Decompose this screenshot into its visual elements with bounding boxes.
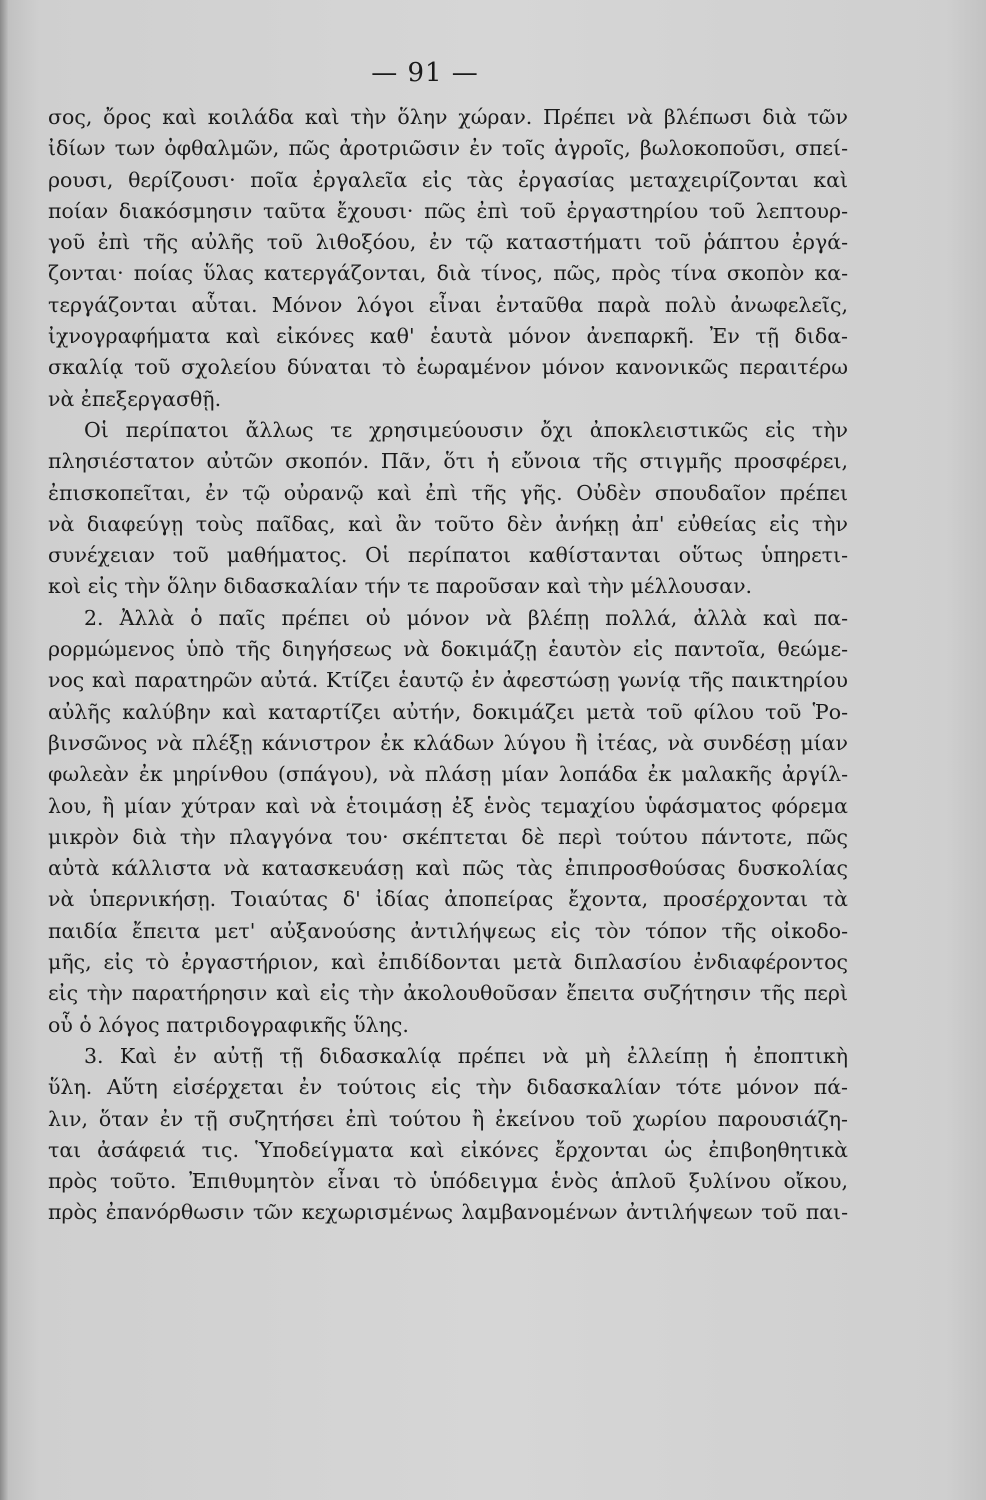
text-line: παιδία ἔπειτα μετ' αὐξανούσης ἀντιλήψεως εἰς τὸν τόπον τῆς οἰκοδο- xyxy=(48,918,848,943)
text-line: σος, ὄρος καὶ κοιλάδα καὶ τὴν ὅλην χώραν. Πρέπει νὰ βλέπωσι διὰ τῶν xyxy=(48,105,848,129)
text-line: ἐπισκοπεῖται, ἐν τῷ οὐρανῷ καὶ ἐπὶ τῆς γῆς. Οὐδὲν σπουδαῖον πρέπει xyxy=(48,480,848,505)
text-line: ποίαν διακόσμησιν ταῦτα ἔχουσι· πῶς ἐπὶ τοῦ ἐργαστηρίου τοῦ λεπτουρ- xyxy=(48,198,848,223)
text-line: ὕλη. Αὕτη εἰσέρχεται ἐν τούτοις εἰς τὴν διδασκαλίαν τότε μόνον πά- xyxy=(48,1075,848,1100)
text-line: νος καὶ παρατηρῶν αὐτά. Κτίζει ἑαυτῷ ἐν ἀφεστώσῃ γωνίᾳ τῆς παικτηρίου xyxy=(48,668,848,693)
text-line: φωλεὰν ἐκ μηρίνθου (σπάγου), νὰ πλάσῃ μίαν λοπάδα ἐκ μαλακῆς ἀργίλ- xyxy=(48,762,848,787)
text-line: 2. Ἀλλὰ ὁ παῖς πρέπει οὐ μόνον νὰ βλέπῃ πολλά, ἀλλὰ καὶ πα- xyxy=(84,605,848,630)
text-line: πρὸς τοῦτο. Ἐπιθυμητὸν εἶναι τὸ ὑπόδειγμα ἑνὸς ἁπλοῦ ξυλίνου οἴκου, xyxy=(48,1169,848,1194)
text-line: Οἱ περίπατοι ἄλλως τε χρησιμεύουσιν ὄχι ἀποκλειστικῶς εἰς τὴν xyxy=(84,417,848,442)
text-line: αὐτὰ κάλλιστα νὰ κατασκευάσῃ καὶ πῶς τὰς ἐπιπροσθούσας δυσκολίας xyxy=(48,856,848,881)
text-line: βινσῶνος νὰ πλέξῃ κάνιστρον ἐκ κλάδων λύγου ἢ ἰτέας, νὰ συνδέσῃ μίαν xyxy=(48,730,848,755)
text-line: οὗ ὁ λόγος πατριδογραφικῆς ὕλης. xyxy=(48,1012,409,1037)
page-binding-edge xyxy=(0,0,8,1500)
page-number: — 91 — xyxy=(371,58,479,88)
text-line: νὰ ὑπερνικήσῃ. Τοιαύτας δ' ἰδίας ἀποπείρας ἔχοντα, προσέρχονται τὰ xyxy=(48,887,848,912)
text-line: πρὸς ἐπανόρθωσιν τῶν κεχωρισμένως λαμβανομένων ἀντιλήψεων τοῦ παι- xyxy=(48,1200,848,1225)
text-line: 3. Καὶ ἐν αὐτῇ τῇ διδασκαλίᾳ πρέπει νὰ μὴ ἐλλείπῃ ἡ ἐποπτικὴ xyxy=(84,1043,848,1068)
text-line: ζονται· ποίας ὕλας κατεργάζονται, διὰ τίνος, πῶς, πρὸς τίνα σκοπὸν κα- xyxy=(48,261,848,286)
text-line: μῆς, εἰς τὸ ἐργαστήριον, καὶ ἐπιδίδονται μετὰ διπλασίου ἐνδιαφέροντος xyxy=(48,950,848,975)
text-line: ται ἀσάφειά τις. Ὑποδείγματα καὶ εἰκόνες ἔρχονται ὡς ἐπιβοηθητικὰ xyxy=(48,1137,848,1162)
text-line: μικρὸν διὰ τὴν πλαγγόνα του· σκέπτεται δὲ περὶ τούτου πάντοτε, πῶς xyxy=(48,824,848,849)
body-text xyxy=(48,102,848,1229)
text-line: ρουσι, θερίζουσι· ποῖα ἐργαλεῖα εἰς τὰς ἐργασίας μεταχειρίζονται καὶ xyxy=(48,167,848,192)
text-line: λου, ἢ μίαν χύτραν καὶ νὰ ἑτοιμάσῃ ἐξ ἑνὸς τεμαχίου ὑφάσματος φόρεμα xyxy=(48,793,848,818)
text-line: σκαλίᾳ τοῦ σχολείου δύναται τὸ ἑωραμένον μόνον κανονικῶς περαιτέρω xyxy=(48,355,848,380)
text-line: κοὶ εἰς τὴν ὅλην διδασκαλίαν τήν τε παροῦσαν καὶ τὴν μέλλουσαν. xyxy=(48,574,753,599)
text-line: τεργάζονται αὗται. Μόνον λόγοι εἶναι ἐνταῦθα παρὰ πολὺ ἀνωφελεῖς, xyxy=(48,292,848,317)
text-line: πλησιέστατον αὐτῶν σκοπόν. Πᾶν, ὅτι ἡ εὔνοια τῆς στιγμῆς προσφέρει, xyxy=(48,449,848,474)
text-line: συνέχειαν τοῦ μαθήματος. Οἱ περίπατοι καθίστανται οὕτως ὑπηρετι- xyxy=(48,543,848,568)
text-line: λιν, ὅταν ἐν τῇ συζητήσει ἐπὶ τούτου ἢ ἐκείνου τοῦ χωρίου παρουσιάζη- xyxy=(48,1106,848,1131)
text-line: εἰς τὴν παρατήρησιν καὶ εἰς τὴν ἀκολουθοῦσαν ἔπειτα συζήτησιν τῆς περὶ xyxy=(48,981,848,1006)
text-line: νὰ ἐπεξεργασθῇ. xyxy=(48,386,222,411)
text-line: νὰ διαφεύγῃ τοὺς παῖδας, καὶ ἂν τοῦτο δὲν ἀνήκῃ ἀπ' εὐθείας εἰς τὴν xyxy=(48,511,848,536)
text-line: αὐλῆς καλύβην καὶ καταρτίζει αὐτήν, δοκιμάζει μετὰ τοῦ φίλου τοῦ Ῥο- xyxy=(48,699,848,724)
text-line: ρορμώμενος ὑπὸ τῆς διηγήσεως νὰ δοκιμάζῃ ἑαυτὸν εἰς παντοῖα, θεώμε- xyxy=(48,637,848,662)
text-line: ἰδίων των ὀφθαλμῶν, πῶς ἀροτριῶσιν ἐν τοῖς ἀγροῖς, βωλοκοποῦσι, σπεί- xyxy=(48,136,848,161)
text-line: γοῦ ἐπὶ τῆς αὐλῆς τοῦ λιθοξόου, ἐν τῷ καταστήματι τοῦ ῥάπτου ἐργά- xyxy=(48,230,848,255)
text-line: ἰχνογραφήματα καὶ εἰκόνες καθ' ἑαυτὰ μόνον ἀνεπαρκῆ. Ἐν τῇ διδα- xyxy=(48,324,848,349)
